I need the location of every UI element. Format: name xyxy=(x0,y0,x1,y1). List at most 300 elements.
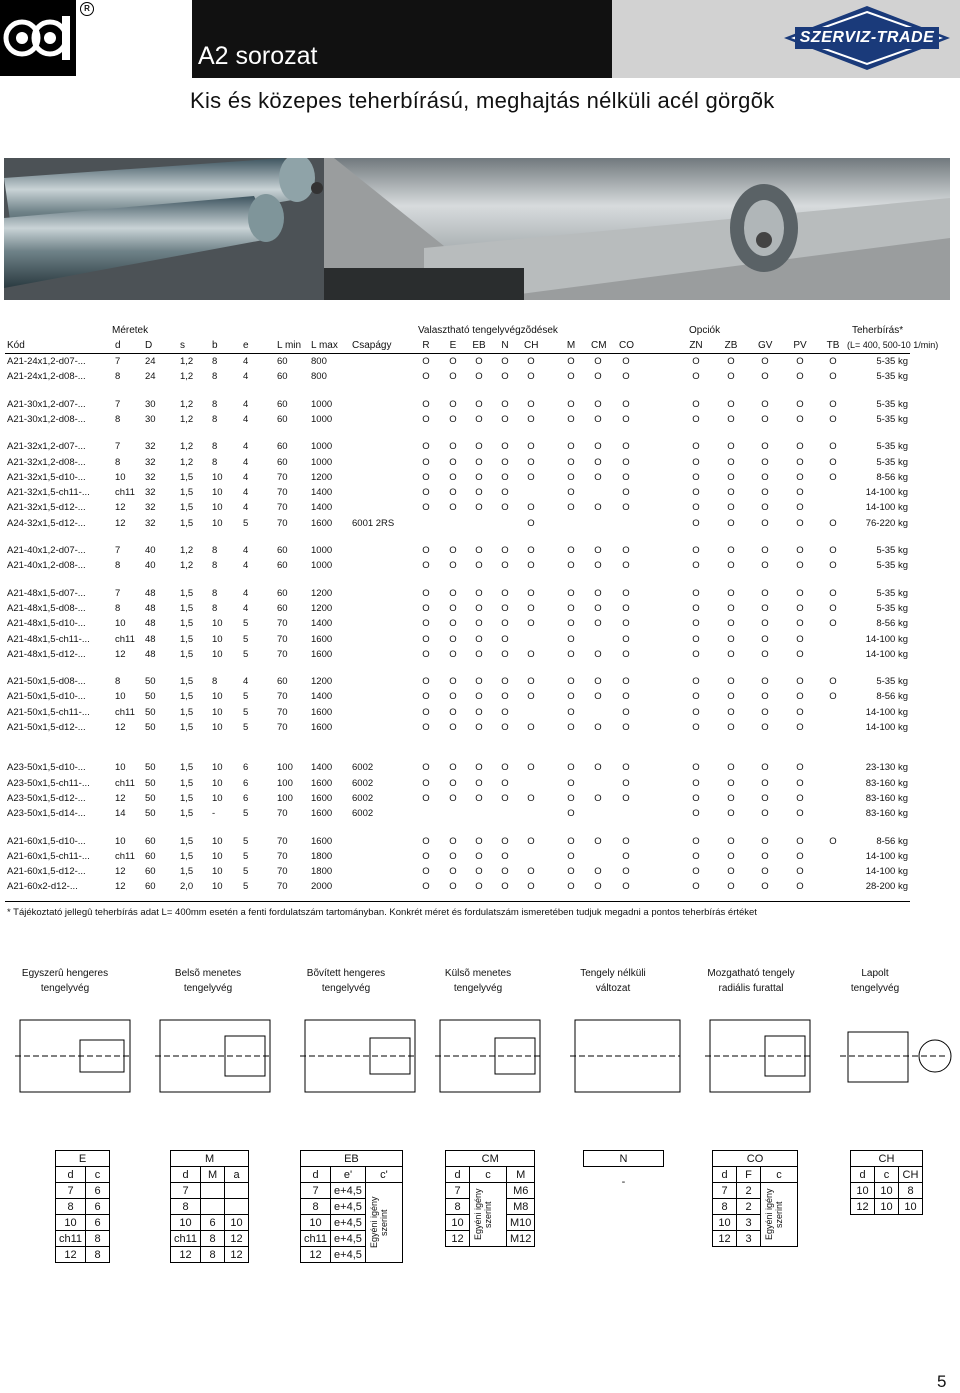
cell-capacity: 83-160 kg xyxy=(865,777,908,789)
option-mark: O xyxy=(829,398,837,410)
option-mark: O xyxy=(761,587,769,599)
available-mark: O xyxy=(567,777,575,789)
option-mark: O xyxy=(727,441,735,453)
available-mark: O xyxy=(594,648,602,660)
option-mark: O xyxy=(796,722,804,733)
option-mark: O xyxy=(692,881,700,893)
cell-capacity: 23-130 kg xyxy=(865,762,908,774)
cell-code: A21-48x1,5-ch11-... xyxy=(7,633,90,645)
cell-code: A21-24x1,2-d07-... xyxy=(7,356,86,367)
available-mark: O xyxy=(422,866,430,878)
group-header-ends: Valasztható tengelyvégzõdések xyxy=(418,325,558,336)
cell-s: 1,2 xyxy=(180,545,194,556)
available-mark: O xyxy=(501,722,509,733)
option-mark: O xyxy=(829,835,837,847)
cell-capacity: 5-35 kg xyxy=(876,587,908,599)
cell-code: A23-50x1,5-d14-... xyxy=(7,808,86,820)
available-mark: O xyxy=(475,792,483,804)
table-rule xyxy=(5,353,910,354)
available-mark: O xyxy=(567,502,575,514)
option-mark: O xyxy=(796,676,804,688)
available-mark: O xyxy=(527,722,535,733)
available-mark: O xyxy=(622,676,630,688)
cell-s: 1,5 xyxy=(180,502,194,514)
column-header-capacity-note: (L= 400, 500-10 1/min) xyxy=(847,340,939,350)
available-mark: O xyxy=(622,502,630,514)
cell-d: 12 xyxy=(115,881,126,893)
cell-lmax: 1400 xyxy=(311,762,333,774)
option-mark: O xyxy=(829,618,837,630)
cell-D: 60 xyxy=(145,835,156,847)
cell-code: A24-32x1,5-d12-... xyxy=(7,517,86,529)
cell-b: 8 xyxy=(212,441,218,453)
series-title: A2 sorozat xyxy=(198,42,318,70)
cell-D: 32 xyxy=(145,441,156,453)
option-mark: O xyxy=(796,602,804,614)
table-row xyxy=(0,487,960,502)
cell-lmax: 1800 xyxy=(311,850,333,862)
available-mark: O xyxy=(449,618,457,630)
available-mark: O xyxy=(422,602,430,614)
cell-D: 48 xyxy=(145,587,156,599)
cell-capacity: 8-56 kg xyxy=(876,471,908,483)
cell-D: 50 xyxy=(145,808,156,820)
cell-d: 8 xyxy=(115,560,121,572)
available-mark: O xyxy=(422,502,430,514)
option-mark: O xyxy=(796,356,804,367)
cell-capacity: 5-35 kg xyxy=(876,356,908,367)
option-mark: O xyxy=(796,808,804,820)
column-header: L max xyxy=(311,340,338,351)
available-mark: O xyxy=(527,676,535,688)
available-mark: O xyxy=(475,722,483,733)
available-mark: O xyxy=(475,502,483,514)
cell-d: ch11 xyxy=(115,850,135,862)
available-mark: O xyxy=(449,356,457,367)
registered-mark: R xyxy=(80,2,94,16)
available-mark: O xyxy=(622,850,630,862)
cell-code: A21-32x1,5-d12-... xyxy=(7,502,86,514)
cell-s: 1,2 xyxy=(180,560,194,572)
available-mark: O xyxy=(475,881,483,893)
cell-capacity: 5-35 kg xyxy=(876,413,908,425)
cell-code: A21-50x1,5-ch11-... xyxy=(7,706,90,718)
available-mark: O xyxy=(501,792,509,804)
cell-b: 10 xyxy=(212,866,223,878)
available-mark: O xyxy=(594,835,602,847)
column-header: CM xyxy=(591,340,607,351)
available-mark: O xyxy=(527,545,535,556)
cell-D: 50 xyxy=(145,777,156,789)
company-logo xyxy=(0,0,76,76)
cell-D: 48 xyxy=(145,648,156,660)
available-mark: O xyxy=(422,762,430,774)
column-header: L min xyxy=(277,340,302,351)
cell-capacity: 14-100 kg xyxy=(865,648,908,660)
cell-b: 8 xyxy=(212,587,218,599)
available-mark: O xyxy=(475,866,483,878)
column-header: E xyxy=(449,340,457,351)
cell-bearing: 6002 xyxy=(352,777,374,789)
available-mark: O xyxy=(622,456,630,468)
available-mark: O xyxy=(567,762,575,774)
drawing-label: Bõvített hengeres tengelyvég xyxy=(306,968,386,994)
available-mark: O xyxy=(567,356,575,367)
drawing-label: Tengely nélküli változat xyxy=(580,968,646,994)
cell-e: 4 xyxy=(243,502,249,514)
option-mark: O xyxy=(727,587,735,599)
cell-lmin: 60 xyxy=(277,676,288,688)
cell-capacity: 8-56 kg xyxy=(876,618,908,630)
available-mark: O xyxy=(422,881,430,893)
available-mark: O xyxy=(527,356,535,367)
option-mark: O xyxy=(692,808,700,820)
cell-capacity: 14-100 kg xyxy=(865,706,908,718)
cell-D: 48 xyxy=(145,633,156,645)
option-mark: O xyxy=(796,456,804,468)
column-header: R xyxy=(422,340,430,351)
available-mark: O xyxy=(622,441,630,453)
table-row xyxy=(0,457,960,472)
cell-d: 12 xyxy=(115,866,126,878)
cell-lmax: 800 xyxy=(311,356,327,367)
cell-bearing: 6002 xyxy=(352,792,374,804)
cell-b: 8 xyxy=(212,398,218,410)
option-mark: O xyxy=(796,517,804,529)
cell-s: 1,5 xyxy=(180,762,194,774)
option-mark: O xyxy=(829,413,837,425)
available-mark: O xyxy=(622,691,630,703)
available-mark: O xyxy=(622,356,630,367)
available-mark: O xyxy=(527,471,535,483)
cell-b: 10 xyxy=(212,648,223,660)
cell-D: 40 xyxy=(145,545,156,556)
cell-d: ch11 xyxy=(115,777,135,789)
cell-d: 12 xyxy=(115,722,126,733)
cell-bearing: 6002 xyxy=(352,808,374,820)
option-mark: O xyxy=(796,850,804,862)
spec-table-EB: EB d e' c' 7 e+4,5 Egyéni igény szerint 8 e+4,5 10 e+4,5 ch11 e+4,5 12 e+4,5 xyxy=(300,1150,403,1263)
option-mark: O xyxy=(761,560,769,572)
cell-e: 5 xyxy=(243,835,249,847)
table-row xyxy=(0,414,960,429)
cell-D: 32 xyxy=(145,517,156,529)
column-header: N xyxy=(501,340,509,351)
option-mark: O xyxy=(761,691,769,703)
option-mark: O xyxy=(692,471,700,483)
cell-D: 32 xyxy=(145,456,156,468)
drawing-label: Mozgatható tengely radiális furattal xyxy=(707,968,795,994)
cell-code: A21-48x1,5-d08-... xyxy=(7,602,86,614)
available-mark: O xyxy=(475,456,483,468)
available-mark: O xyxy=(567,560,575,572)
available-mark: O xyxy=(527,413,535,425)
cell-capacity: 28-200 kg xyxy=(865,881,908,893)
option-mark: O xyxy=(761,602,769,614)
cell-e: 4 xyxy=(243,456,249,468)
available-mark: O xyxy=(501,881,509,893)
cell-code: A23-50x1,5-d12-... xyxy=(7,792,86,804)
cell-e: 5 xyxy=(243,618,249,630)
cell-d: 12 xyxy=(115,517,126,529)
option-mark: O xyxy=(727,633,735,645)
option-mark: O xyxy=(796,881,804,893)
cell-capacity: 8-56 kg xyxy=(876,835,908,847)
available-mark: O xyxy=(475,762,483,774)
available-mark: O xyxy=(527,398,535,410)
cell-s: 1,5 xyxy=(180,808,194,820)
available-mark: O xyxy=(594,792,602,804)
available-mark: O xyxy=(567,587,575,599)
cell-lmax: 1000 xyxy=(311,456,333,468)
available-mark: O xyxy=(622,587,630,599)
available-mark: O xyxy=(449,371,457,383)
cell-e: 5 xyxy=(243,850,249,862)
column-header: Kód xyxy=(7,340,25,351)
cell-d: 7 xyxy=(115,587,121,599)
drawing-label: Külsõ menetes tengelyvég xyxy=(444,968,512,994)
cell-lmin: 60 xyxy=(277,560,288,572)
cell-D: 50 xyxy=(145,792,156,804)
option-mark: O xyxy=(727,545,735,556)
cell-e: 6 xyxy=(243,777,249,789)
available-mark: O xyxy=(449,560,457,572)
technical-drawings-image xyxy=(0,1010,960,1140)
cell-lmin: 70 xyxy=(277,487,288,499)
available-mark: O xyxy=(622,471,630,483)
available-mark: O xyxy=(594,866,602,878)
spec-table-CH: CH d c CH 10 10 8 12 10 10 xyxy=(850,1150,923,1215)
available-mark: O xyxy=(475,413,483,425)
spec-table-N: N - xyxy=(583,1150,664,1197)
option-mark: O xyxy=(692,633,700,645)
cell-e: 5 xyxy=(243,706,249,718)
available-mark: O xyxy=(527,648,535,660)
available-mark: O xyxy=(422,850,430,862)
option-mark: O xyxy=(761,456,769,468)
cell-s: 1,5 xyxy=(180,777,194,789)
available-mark: O xyxy=(475,441,483,453)
table-row xyxy=(0,762,960,777)
available-mark: O xyxy=(449,850,457,862)
available-mark: O xyxy=(422,777,430,789)
option-mark: O xyxy=(692,545,700,556)
available-mark: O xyxy=(501,648,509,660)
cell-lmin: 70 xyxy=(277,502,288,514)
available-mark: O xyxy=(594,560,602,572)
available-mark: O xyxy=(594,881,602,893)
cell-capacity: 5-35 kg xyxy=(876,560,908,572)
available-mark: O xyxy=(449,676,457,688)
available-mark: O xyxy=(501,706,509,718)
column-header: CH xyxy=(524,340,539,351)
available-mark: O xyxy=(527,456,535,468)
table-row xyxy=(0,649,960,664)
cell-d: 10 xyxy=(115,835,126,847)
option-mark: O xyxy=(692,441,700,453)
available-mark: O xyxy=(594,371,602,383)
option-mark: O xyxy=(727,456,735,468)
cell-capacity: 83-160 kg xyxy=(865,808,908,820)
cell-s: 1,5 xyxy=(180,706,194,718)
cell-b: 10 xyxy=(212,487,223,499)
cell-code: A21-32x1,5-d10-... xyxy=(7,471,86,483)
cell-lmax: 1000 xyxy=(311,545,333,556)
cell-s: 1,2 xyxy=(180,371,194,383)
cell-s: 1,5 xyxy=(180,471,194,483)
option-mark: O xyxy=(727,835,735,847)
available-mark: O xyxy=(449,722,457,733)
spec-table-E: E d c 7 6 8 6 10 6 ch11 8 12 8 xyxy=(55,1150,110,1263)
cell-b: 10 xyxy=(212,777,223,789)
available-mark: O xyxy=(622,602,630,614)
available-mark: O xyxy=(449,762,457,774)
table-row xyxy=(0,472,960,487)
option-mark: O xyxy=(692,487,700,499)
available-mark: O xyxy=(594,545,602,556)
table-row xyxy=(0,851,960,866)
available-mark: O xyxy=(501,456,509,468)
cell-d: ch11 xyxy=(115,487,135,499)
option-mark: O xyxy=(796,413,804,425)
available-mark: O xyxy=(475,835,483,847)
column-header: Csapágy xyxy=(352,340,392,351)
option-mark: O xyxy=(796,777,804,789)
available-mark: O xyxy=(622,777,630,789)
available-mark: O xyxy=(527,835,535,847)
cell-capacity: 14-100 kg xyxy=(865,850,908,862)
cell-b: 8 xyxy=(212,560,218,572)
cell-code: A21-50x1,5-d08-... xyxy=(7,676,86,688)
available-mark: O xyxy=(594,587,602,599)
cell-capacity: 76-220 kg xyxy=(865,517,908,529)
option-mark: O xyxy=(796,691,804,703)
available-mark: O xyxy=(422,618,430,630)
cell-D: 50 xyxy=(145,762,156,774)
option-mark: O xyxy=(761,866,769,878)
available-mark: O xyxy=(501,777,509,789)
option-mark: O xyxy=(829,517,837,529)
drawing-label: Lapolt tengelyvég xyxy=(850,968,900,994)
cell-capacity: 14-100 kg xyxy=(865,866,908,878)
table-row xyxy=(0,560,960,575)
available-mark: O xyxy=(475,648,483,660)
cell-b: 8 xyxy=(212,413,218,425)
cell-lmin: 60 xyxy=(277,371,288,383)
available-mark: O xyxy=(475,633,483,645)
available-mark: O xyxy=(475,850,483,862)
available-mark: O xyxy=(622,413,630,425)
option-mark: O xyxy=(692,762,700,774)
available-mark: O xyxy=(449,777,457,789)
cell-d: 8 xyxy=(115,371,121,383)
available-mark: O xyxy=(449,471,457,483)
option-mark: O xyxy=(796,835,804,847)
available-mark: O xyxy=(449,792,457,804)
available-mark: O xyxy=(422,722,430,733)
spec-table-CO: CO d F c 7 2 Egyéni igény szerint 8 2 10 3 12 3 xyxy=(712,1150,798,1247)
cell-e: 5 xyxy=(243,808,249,820)
cell-e: 4 xyxy=(243,371,249,383)
option-mark: O xyxy=(761,792,769,804)
column-header: b xyxy=(212,340,218,351)
option-mark: O xyxy=(761,471,769,483)
cell-lmin: 60 xyxy=(277,602,288,614)
cell-lmin: 70 xyxy=(277,850,288,862)
option-mark: O xyxy=(796,587,804,599)
option-mark: O xyxy=(761,517,769,529)
cell-b: 10 xyxy=(212,881,223,893)
available-mark: O xyxy=(501,413,509,425)
available-mark: O xyxy=(527,881,535,893)
cell-s: 1,5 xyxy=(180,517,194,529)
cell-d: 14 xyxy=(115,808,126,820)
cell-lmax: 1600 xyxy=(311,517,333,529)
available-mark: O xyxy=(594,722,602,733)
cell-b: 10 xyxy=(212,691,223,703)
column-header: s xyxy=(180,340,185,351)
available-mark: O xyxy=(594,398,602,410)
option-mark: O xyxy=(761,850,769,862)
option-mark: O xyxy=(727,762,735,774)
column-header: ZN xyxy=(689,340,703,351)
option-mark: O xyxy=(727,502,735,514)
cell-code: A23-50x1,5-d10-... xyxy=(7,762,86,774)
available-mark: O xyxy=(475,602,483,614)
cell-capacity: 14-100 kg xyxy=(865,722,908,733)
available-mark: O xyxy=(475,487,483,499)
cell-capacity: 14-100 kg xyxy=(865,502,908,514)
option-mark: O xyxy=(761,835,769,847)
option-mark: O xyxy=(796,545,804,556)
available-mark: O xyxy=(449,456,457,468)
option-mark: O xyxy=(727,398,735,410)
cell-s: 1,2 xyxy=(180,398,194,410)
cell-D: 24 xyxy=(145,371,156,383)
cell-code: A21-48x1,5-d07-... xyxy=(7,587,86,599)
cell-lmin: 70 xyxy=(277,618,288,630)
available-mark: O xyxy=(567,633,575,645)
table-row xyxy=(0,618,960,633)
available-mark: O xyxy=(527,560,535,572)
cell-lmax: 800 xyxy=(311,371,327,383)
cell-lmax: 1600 xyxy=(311,808,333,820)
cell-D: 50 xyxy=(145,676,156,688)
cell-lmin: 60 xyxy=(277,441,288,453)
available-mark: O xyxy=(422,691,430,703)
available-mark: O xyxy=(449,502,457,514)
option-mark: O xyxy=(692,371,700,383)
cell-code: A21-60x2-d12-... xyxy=(7,881,78,893)
cell-lmin: 60 xyxy=(277,456,288,468)
cell-s: 1,5 xyxy=(180,850,194,862)
cell-D: 50 xyxy=(145,722,156,733)
available-mark: O xyxy=(449,633,457,645)
cell-D: 32 xyxy=(145,502,156,514)
cell-s: 1,5 xyxy=(180,866,194,878)
available-mark: O xyxy=(422,545,430,556)
cell-capacity: 5-35 kg xyxy=(876,398,908,410)
option-mark: O xyxy=(727,792,735,804)
cell-D: 30 xyxy=(145,398,156,410)
option-mark: O xyxy=(692,676,700,688)
available-mark: O xyxy=(527,371,535,383)
cell-code: A21-32x1,2-d08-... xyxy=(7,456,86,468)
available-mark: O xyxy=(622,545,630,556)
available-mark: O xyxy=(527,502,535,514)
available-mark: O xyxy=(475,777,483,789)
available-mark: O xyxy=(449,398,457,410)
